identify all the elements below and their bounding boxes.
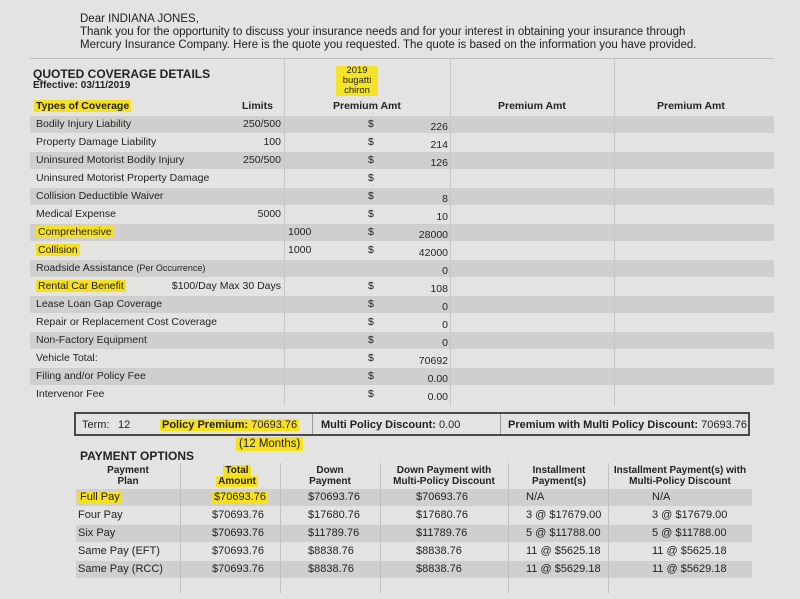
payment-row	[76, 561, 752, 578]
payment-plan: Same Pay (EFT)	[78, 545, 160, 557]
payment-plan: Full Pay	[80, 491, 120, 503]
payment-down: $8838.76	[308, 563, 354, 575]
coverage-limit: $100/Day Max 30 Days	[171, 280, 281, 292]
intro-line-1: Thank you for the opportunity to discuss your insurance needs and for your interest in obtaining your insurance through	[80, 26, 686, 38]
coverage-limit: 100	[263, 136, 281, 148]
dollar-sign: $	[368, 334, 374, 346]
coverage-row	[30, 260, 774, 277]
coverage-amount: 108	[430, 283, 448, 295]
payment-row	[76, 525, 752, 542]
greeting: Dear INDIANA JONES,	[80, 13, 199, 25]
dollar-sign: $	[368, 136, 374, 148]
payment-down: $8838.76	[308, 545, 354, 557]
coverage-label: Rental Car Benefit	[38, 280, 124, 292]
payment-installment-multi: N/A	[652, 491, 671, 503]
coverage-label: Collision	[38, 244, 78, 256]
coverage-amount: 0	[442, 319, 448, 331]
payment-down: $11789.76	[308, 527, 360, 539]
payment-options-title: PAYMENT OPTIONS	[80, 449, 195, 463]
coverage-amount: 226	[430, 121, 448, 133]
coverage-label: Bodily Injury Liability	[36, 118, 132, 130]
term-summary	[74, 412, 750, 436]
coverage-row	[30, 350, 774, 367]
col-down-payment: Down Payment	[309, 465, 351, 487]
dollar-sign: $	[368, 316, 374, 328]
coverage-deductible: 1000	[288, 226, 312, 238]
payment-down-multi: $70693.76	[416, 491, 468, 503]
coverage-amount: 0	[442, 265, 448, 277]
col-premium-amt-2: Premium Amt	[498, 100, 566, 112]
coverage-label: Uninsured Motorist Bodily Injury	[36, 154, 185, 166]
dollar-sign: $	[368, 280, 374, 292]
payment-row	[76, 543, 752, 560]
coverage-row	[30, 134, 774, 151]
coverage-header	[30, 58, 774, 97]
coverage-label: Vehicle Total:	[36, 352, 98, 364]
payment-installment-multi: 3 @ $17679.00	[652, 509, 728, 521]
col-total-amount: Total Amount	[218, 465, 256, 487]
multi-policy-discount: Multi Policy Discount: 0.00	[321, 419, 461, 431]
coverage-amount: 0	[442, 301, 448, 313]
col-installment: Installment Payment(s)	[532, 465, 586, 487]
col-types-of-coverage: Types of Coverage	[36, 100, 130, 112]
coverage-label: Intervenor Fee	[36, 388, 105, 400]
coverage-row	[30, 224, 774, 241]
coverage-row	[30, 188, 774, 205]
coverage-label: Lease Loan Gap Coverage	[36, 298, 163, 310]
coverage-row	[30, 278, 774, 295]
payment-total: $70693.76	[212, 545, 264, 557]
coverage-amount: 214	[430, 139, 448, 151]
coverage-limit: 5000	[257, 208, 281, 220]
col-down-payment-multi: Down Payment with Multi-Policy Discount	[393, 465, 495, 487]
coverage-row	[30, 152, 774, 169]
payment-installment-multi: 11 @ $5625.18	[652, 545, 727, 557]
payment-installment: N/A	[526, 491, 545, 503]
payment-installment: 3 @ $17679.00	[526, 509, 602, 521]
payment-total: $70693.76	[214, 491, 266, 503]
coverage-row	[30, 332, 774, 349]
dollar-sign: $	[368, 118, 374, 130]
payment-installment-multi: 5 @ $11788.00	[652, 527, 727, 539]
coverage-amount: 28000	[418, 229, 448, 241]
payment-installment-multi: 11 @ $5629.18	[652, 563, 727, 575]
dollar-sign: $	[368, 172, 374, 184]
coverage-row	[30, 296, 774, 313]
payment-installment: 5 @ $11788.00	[526, 527, 601, 539]
coverage-row	[30, 368, 774, 385]
payment-down-multi: $11789.76	[416, 527, 468, 539]
payment-row	[76, 489, 752, 506]
payment-plan: Four Pay	[78, 509, 123, 521]
payment-installment: 11 @ $5629.18	[526, 563, 601, 575]
term-value: 12	[118, 419, 131, 431]
term-months: (12 Months)	[236, 437, 303, 451]
payment-plan: Six Pay	[78, 527, 116, 539]
coverage-amount: 10	[436, 211, 448, 223]
dollar-sign: $	[368, 154, 374, 166]
coverage-amount: 126	[430, 157, 448, 169]
coverage-label: Uninsured Motorist Property Damage	[36, 172, 210, 184]
payment-total: $70693.76	[212, 527, 264, 539]
dollar-sign: $	[368, 298, 374, 310]
dollar-sign: $	[368, 370, 374, 382]
term-label: Term:	[82, 419, 110, 431]
coverage-label: Repair or Replacement Cost Coverage	[36, 316, 217, 328]
payment-row	[76, 507, 752, 524]
col-premium-amt-1: Premium Amt	[333, 100, 401, 112]
coverage-label: Property Damage Liability	[36, 136, 157, 148]
coverage-row	[30, 206, 774, 223]
coverage-row	[30, 242, 774, 259]
coverage-row	[30, 116, 774, 133]
vehicle-label: 2019 bugatti chiron	[336, 66, 378, 96]
coverage-amount: 8	[442, 193, 448, 205]
letter-intro	[80, 13, 696, 52]
coverage-amount: 0	[442, 337, 448, 349]
payment-total: $70693.76	[212, 563, 264, 575]
coverage-label: Non-Factory Equipment	[36, 334, 147, 346]
coverage-label: Collision Deductible Waiver	[36, 190, 164, 202]
coverage-amount: 0.00	[427, 391, 448, 403]
payment-down: $70693.76	[308, 491, 360, 503]
coverage-label: Comprehensive	[38, 226, 112, 238]
coverage-amount: 70692	[418, 355, 448, 367]
coverage-row	[30, 314, 774, 331]
policy-premium: Policy Premium: 70693.76	[162, 419, 298, 431]
coverage-amount: 0.00	[427, 373, 448, 385]
payment-options-table	[76, 463, 752, 593]
coverage-label: Filing and/or Policy Fee	[36, 370, 146, 382]
coverage-label: Medical Expense	[36, 208, 116, 220]
premium-with-multi-discount: Premium with Multi Policy Discount: 70693.76	[508, 419, 748, 431]
dollar-sign: $	[368, 388, 374, 400]
payment-plan: Same Pay (RCC)	[78, 563, 163, 575]
coverage-limit: 250/500	[243, 118, 281, 130]
dollar-sign: $	[368, 226, 374, 238]
col-limits: Limits	[242, 100, 273, 112]
payment-down-multi: $8838.76	[416, 545, 462, 557]
col-payment-plan: Payment Plan	[107, 465, 149, 487]
coverage-table	[30, 58, 774, 406]
coverage-label: Roadside Assistance (Per Occurrence)	[36, 262, 206, 274]
effective-date: Effective: 03/11/2019	[33, 80, 131, 91]
coverage-row	[30, 386, 774, 403]
coverage-row	[30, 170, 774, 187]
payment-down: $17680.76	[308, 509, 360, 521]
dollar-sign: $	[368, 352, 374, 364]
coverage-amount: 42000	[418, 247, 448, 259]
dollar-sign: $	[368, 208, 374, 220]
dollar-sign: $	[368, 244, 374, 256]
payment-installment: 11 @ $5625.18	[526, 545, 601, 557]
coverage-limit: 250/500	[243, 154, 281, 166]
dollar-sign: $	[368, 190, 374, 202]
col-premium-amt-3: Premium Amt	[657, 100, 725, 112]
payment-down-multi: $17680.76	[416, 509, 468, 521]
intro-line-2: Mercury Insurance Company. Here is the quote you requested. The quote is based on the information you have provided.	[80, 39, 697, 51]
col-installment-multi: Installment Payment(s) with Multi-Policy Discount	[613, 465, 747, 487]
payment-down-multi: $8838.76	[416, 563, 462, 575]
payment-total: $70693.76	[212, 509, 264, 521]
coverage-title: QUOTED COVERAGE DETAILS	[33, 67, 211, 81]
coverage-deductible: 1000	[288, 244, 312, 256]
